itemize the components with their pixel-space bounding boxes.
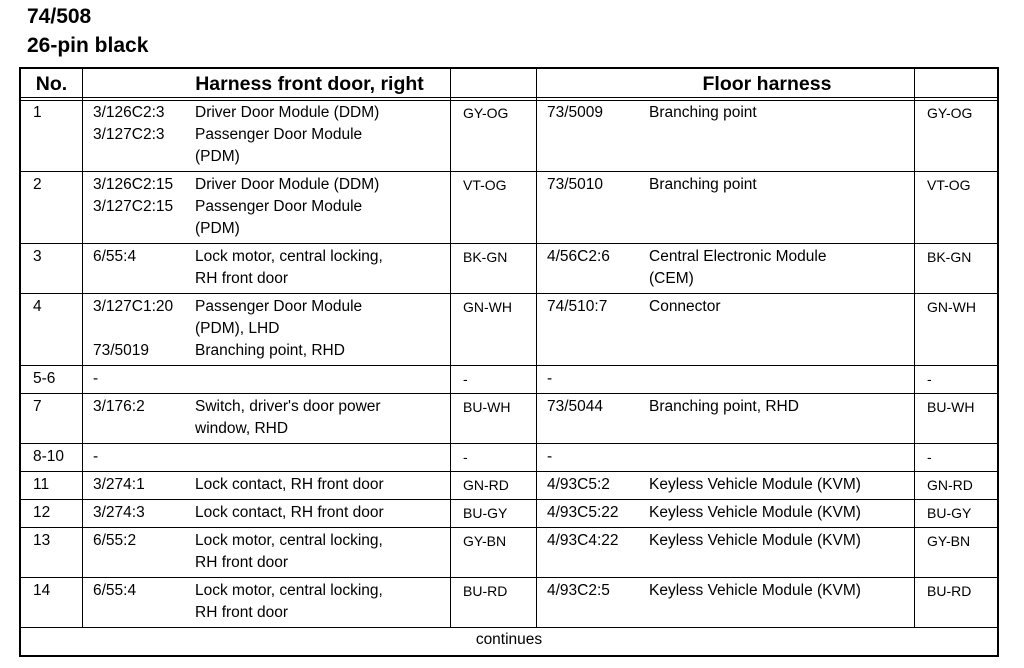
front-door-description: (PDM) xyxy=(195,220,240,237)
front-door-wire-color: BK-GN xyxy=(463,249,508,265)
floor-reference: - xyxy=(547,370,553,387)
pin-number: 7 xyxy=(33,398,42,415)
floor-wire-color: BU-WH xyxy=(927,399,975,415)
floor-reference: 4/93C5:22 xyxy=(547,504,619,521)
front-door-description: Lock contact, RH front door xyxy=(195,504,384,521)
floor-reference: 73/5009 xyxy=(547,104,604,121)
floor-reference: 74/510:7 xyxy=(547,298,608,315)
front-door-wire-color: BU-GY xyxy=(463,505,508,521)
pin-number: 3 xyxy=(33,248,42,265)
floor-wire-color: VT-OG xyxy=(927,177,971,193)
floor-wire-color: GY-OG xyxy=(927,105,973,121)
row-divider xyxy=(21,577,997,578)
front-door-description: Lock motor, central locking, xyxy=(195,582,383,599)
pin-number: 8-10 xyxy=(33,448,65,465)
floor-description: Branching point, RHD xyxy=(649,398,799,415)
front-door-wire-color: GY-OG xyxy=(463,105,509,121)
row-divider xyxy=(21,365,997,366)
front-door-reference: 3/126C2:15 xyxy=(93,176,174,193)
floor-wire-color: BU-GY xyxy=(927,505,972,521)
row-divider xyxy=(21,627,997,628)
floor-wire-color: GY-BN xyxy=(927,533,971,549)
front-door-wire-color: GY-BN xyxy=(463,533,507,549)
front-door-reference: 3/127C2:3 xyxy=(93,126,165,143)
floor-wire-color: - xyxy=(927,371,932,387)
column-divider xyxy=(914,69,915,627)
front-door-wire-color: VT-OG xyxy=(463,177,507,193)
floor-reference: 4/56C2:6 xyxy=(547,248,610,265)
floor-reference: 73/5044 xyxy=(547,398,604,415)
floor-reference: 4/93C2:5 xyxy=(547,582,610,599)
front-door-description: Passenger Door Module xyxy=(195,298,363,315)
row-divider xyxy=(21,499,997,500)
pin-number: 4 xyxy=(33,298,42,315)
pin-number: 1 xyxy=(33,104,42,121)
front-door-description: Branching point, RHD xyxy=(195,342,345,359)
header-front-door-harness: Harness front door, right xyxy=(195,73,424,95)
front-door-wire-color: BU-RD xyxy=(463,583,508,599)
floor-wire-color: GN-WH xyxy=(927,299,976,315)
pinout-table xyxy=(19,67,999,657)
floor-description: Central Electronic Module xyxy=(649,248,827,265)
front-door-reference: 3/274:1 xyxy=(93,476,145,493)
floor-description: Branching point xyxy=(649,104,757,121)
front-door-description: Switch, driver's door power xyxy=(195,398,381,415)
front-door-reference: - xyxy=(93,448,99,465)
row-divider xyxy=(21,171,997,172)
row-divider xyxy=(21,527,997,528)
floor-description: Branching point xyxy=(649,176,757,193)
floor-description: (CEM) xyxy=(649,270,694,287)
row-divider xyxy=(21,471,997,472)
pin-number: 13 xyxy=(33,532,51,549)
row-divider xyxy=(21,243,997,244)
front-door-reference: 3/176:2 xyxy=(93,398,145,415)
front-door-reference: 3/126C2:3 xyxy=(93,104,165,121)
pin-number: 5-6 xyxy=(33,370,56,387)
floor-reference: 4/93C4:22 xyxy=(547,532,619,549)
floor-description: Connector xyxy=(649,298,721,315)
connector-description: 26-pin black xyxy=(27,34,149,57)
front-door-description: RH front door xyxy=(195,554,289,571)
header-divider xyxy=(21,100,997,101)
floor-description: Keyless Vehicle Module (KVM) xyxy=(649,532,861,549)
front-door-reference: 6/55:4 xyxy=(93,248,137,265)
header-no: No. xyxy=(35,73,68,95)
row-divider xyxy=(21,393,997,394)
front-door-description: Driver Door Module (DDM) xyxy=(195,104,380,121)
front-door-description: Passenger Door Module xyxy=(195,126,363,143)
connector-id: 74/508 xyxy=(27,5,92,28)
floor-reference: 73/5010 xyxy=(547,176,604,193)
front-door-description: Lock contact, RH front door xyxy=(195,476,384,493)
header-floor-harness: Floor harness xyxy=(702,73,832,95)
column-divider xyxy=(82,69,83,627)
front-door-wire-color: GN-WH xyxy=(463,299,512,315)
front-door-description: (PDM) xyxy=(195,148,240,165)
floor-description: Keyless Vehicle Module (KVM) xyxy=(649,582,861,599)
floor-reference: 4/93C5:2 xyxy=(547,476,610,493)
front-door-wire-color: - xyxy=(463,449,468,465)
pin-number: 14 xyxy=(33,582,51,599)
floor-description: Keyless Vehicle Module (KVM) xyxy=(649,476,861,493)
floor-wire-color: BU-RD xyxy=(927,583,972,599)
column-divider xyxy=(450,69,451,627)
pin-number: 11 xyxy=(33,476,50,493)
floor-description: Keyless Vehicle Module (KVM) xyxy=(649,504,861,521)
floor-wire-color: BK-GN xyxy=(927,249,972,265)
header-divider xyxy=(21,97,997,98)
row-divider xyxy=(21,443,997,444)
front-door-reference: 3/127C2:15 xyxy=(93,198,174,215)
front-door-reference: 6/55:4 xyxy=(93,582,137,599)
floor-wire-color: - xyxy=(927,449,932,465)
floor-reference: - xyxy=(547,448,553,465)
pin-number: 2 xyxy=(33,176,42,193)
pin-number: 12 xyxy=(33,504,51,521)
front-door-wire-color: - xyxy=(463,371,468,387)
front-door-description: RH front door xyxy=(195,270,289,287)
front-door-reference: 3/127C1:20 xyxy=(93,298,174,315)
continues-note: continues xyxy=(475,631,543,648)
column-divider xyxy=(536,69,537,627)
front-door-reference: - xyxy=(93,370,99,387)
front-door-description: Lock motor, central locking, xyxy=(195,248,383,265)
floor-wire-color: GN-RD xyxy=(927,477,973,493)
front-door-reference: 6/55:2 xyxy=(93,532,137,549)
front-door-description: RH front door xyxy=(195,604,289,621)
front-door-reference: 73/5019 xyxy=(93,342,150,359)
front-door-wire-color: BU-WH xyxy=(463,399,511,415)
front-door-description: Driver Door Module (DDM) xyxy=(195,176,380,193)
front-door-description: (PDM), LHD xyxy=(195,320,280,337)
front-door-description: Lock motor, central locking, xyxy=(195,532,383,549)
front-door-description: window, RHD xyxy=(195,420,289,437)
front-door-reference: 3/274:3 xyxy=(93,504,145,521)
row-divider xyxy=(21,293,997,294)
front-door-description: Passenger Door Module xyxy=(195,198,363,215)
front-door-wire-color: GN-RD xyxy=(463,477,509,493)
